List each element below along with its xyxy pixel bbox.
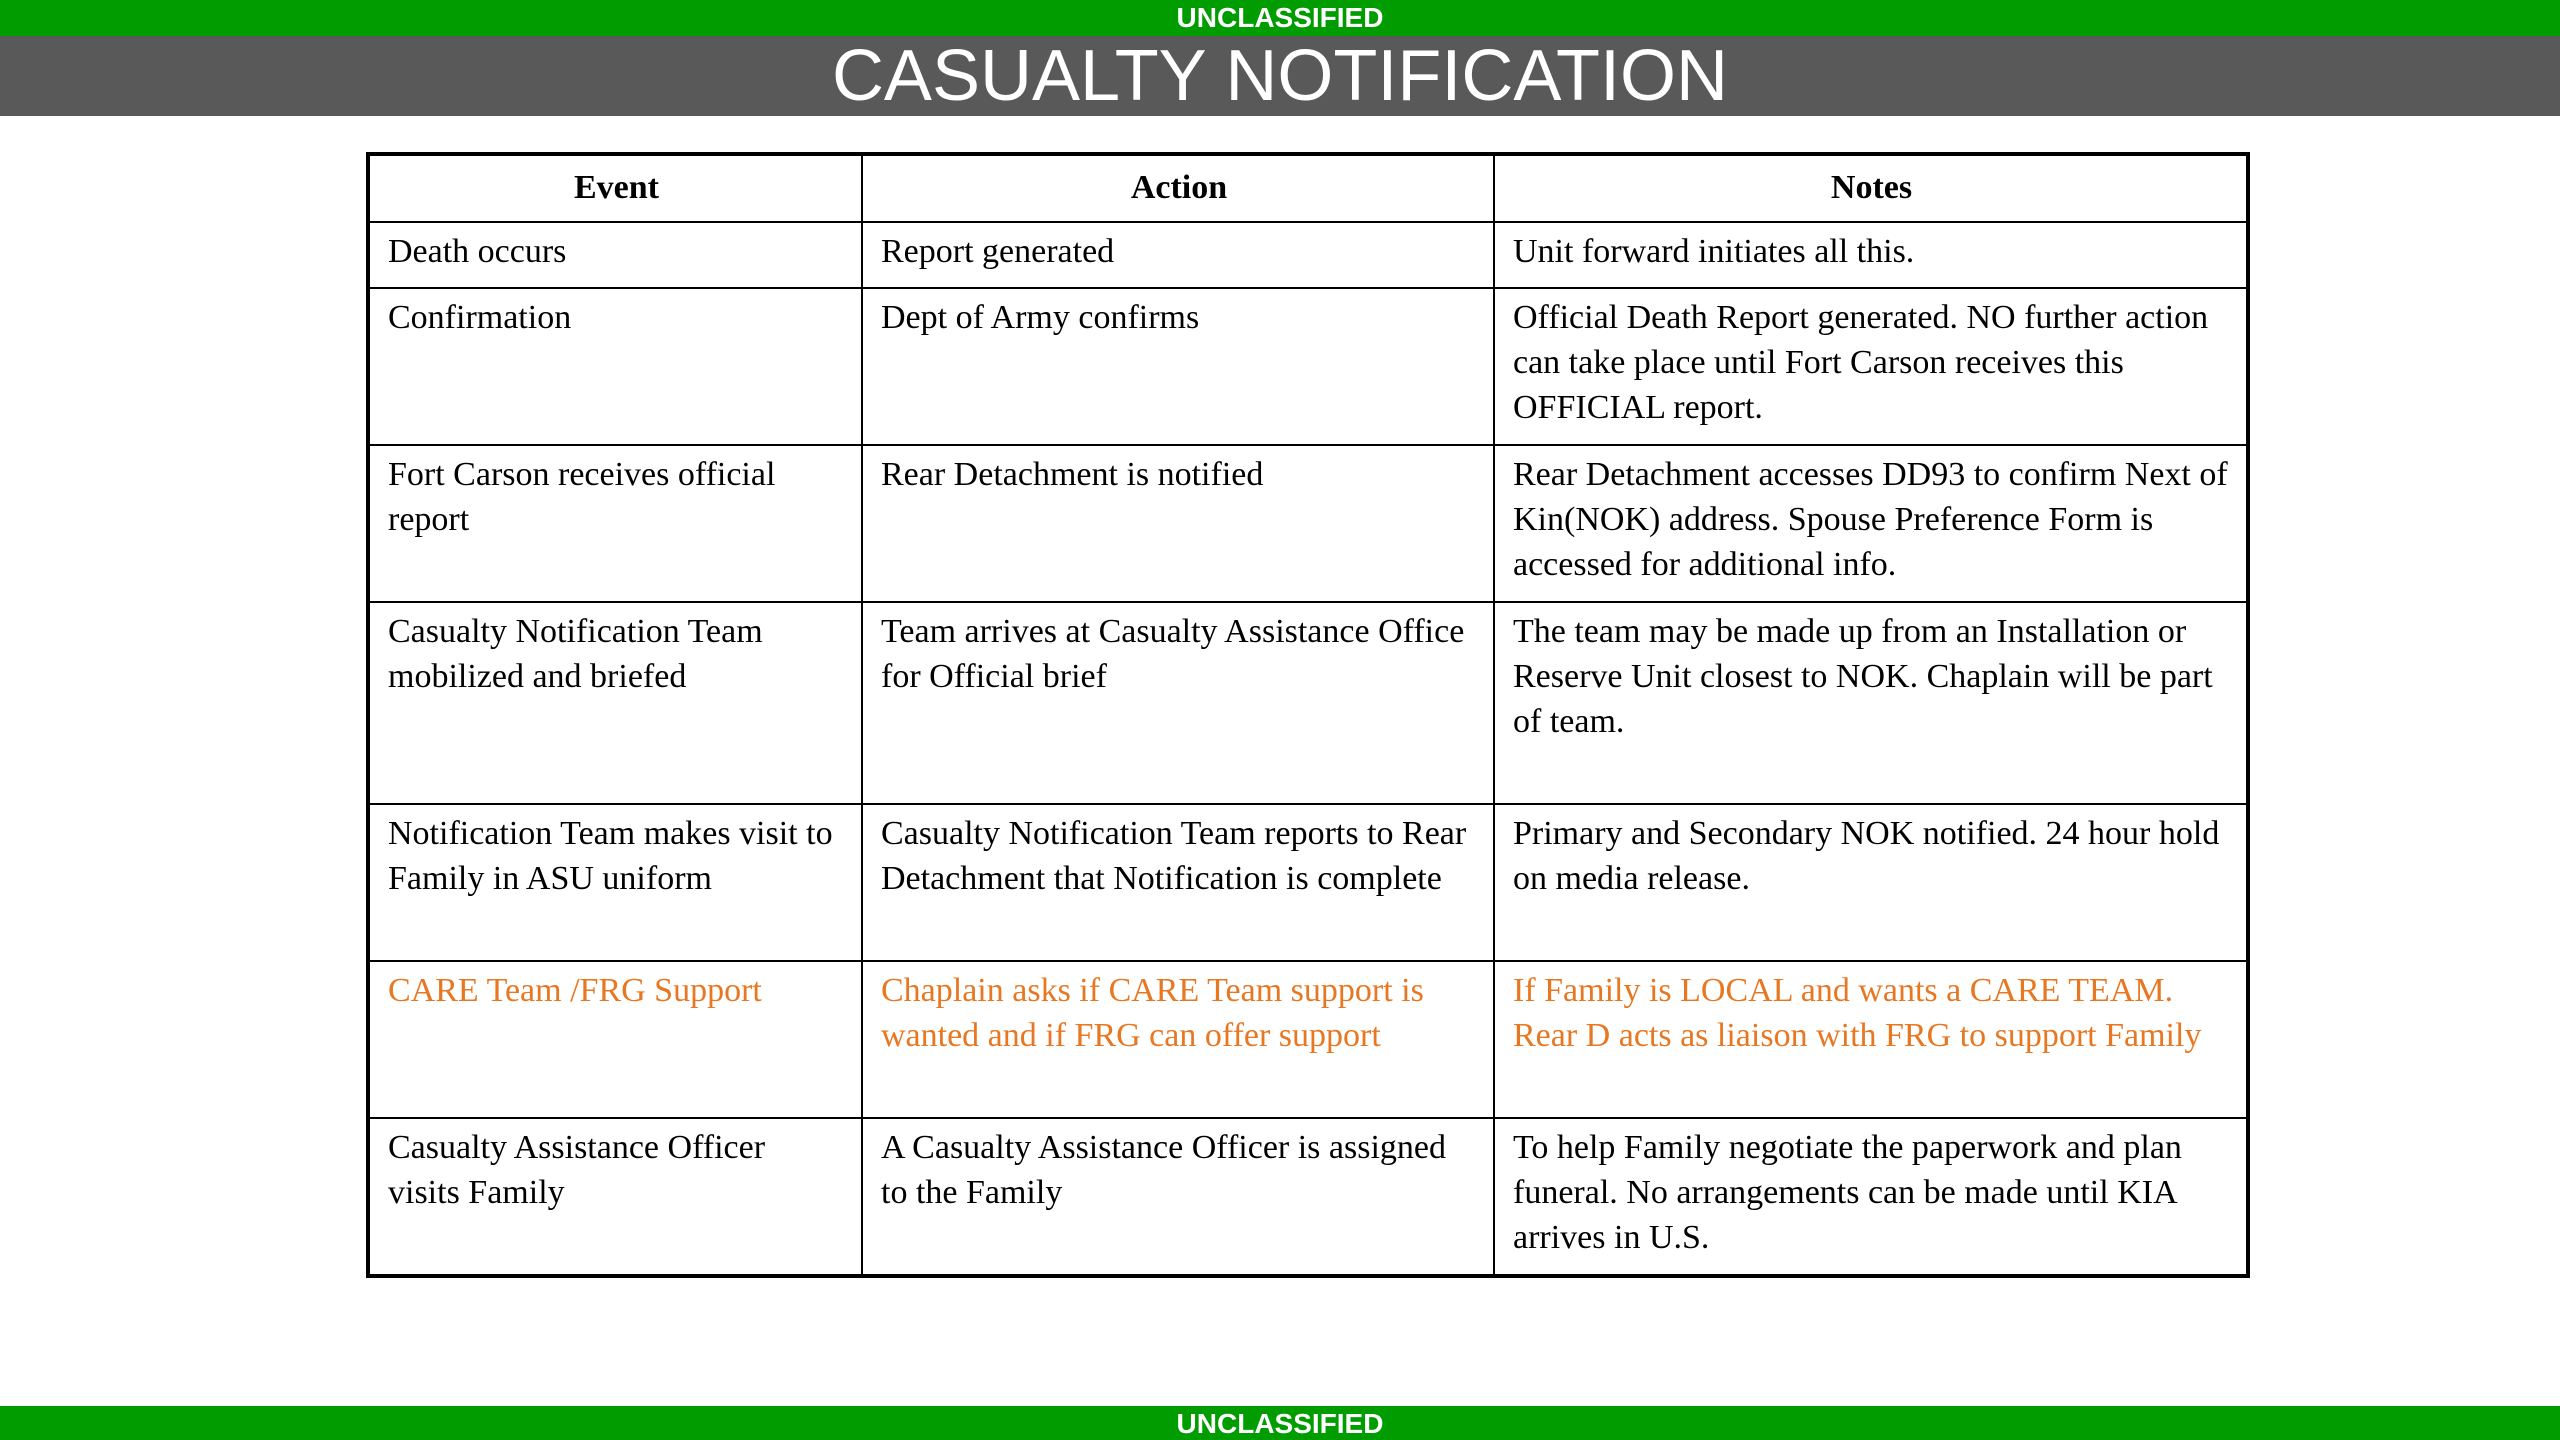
table-row <box>368 445 2248 602</box>
notes-cell: Rear Detachment accesses DD93 to confirm Next of Kin(NOK) address. Spouse Preference Form is accessed for additional info. <box>1494 445 2248 602</box>
table-row <box>368 804 2248 961</box>
action-cell: Chaplain asks if CARE Team support is wanted and if FRG can offer support <box>862 961 1494 1118</box>
notes-cell: If Family is LOCAL and wants a CARE TEAM. Rear D acts as liaison with FRG to support Family <box>1494 961 2248 1118</box>
event-cell: Death occurs <box>368 222 862 288</box>
action-cell: Team arrives at Casualty Assistance Office for Official brief <box>862 602 1494 804</box>
notes-cell: The team may be made up from an Installation or Reserve Unit closest to NOK. Chaplain will be part of team. <box>1494 602 2248 804</box>
action-cell: Rear Detachment is notified <box>862 445 1494 602</box>
event-cell: Casualty Assistance Officer visits Family <box>368 1118 862 1276</box>
notes-cell: Official Death Report generated. NO further action can take place until Fort Carson receives this OFFICIAL report. <box>1494 288 2248 445</box>
event-cell: Notification Team makes visit to Family in ASU uniform <box>368 804 862 961</box>
column-header-event: Event <box>368 154 862 222</box>
table-header-row <box>368 154 2248 222</box>
table-row-highlighted <box>368 961 2248 1118</box>
action-cell: A Casualty Assistance Officer is assigned to the Family <box>862 1118 1494 1276</box>
action-cell: Casualty Notification Team reports to Rear Detachment that Notification is complete <box>862 804 1494 961</box>
event-cell: Casualty Notification Team mobilized and briefed <box>368 602 862 804</box>
classification-banner-top: UNCLASSIFIED <box>0 0 2560 36</box>
table-row <box>368 602 2248 804</box>
classification-banner-bottom: UNCLASSIFIED <box>0 1406 2560 1440</box>
notes-cell: Primary and Secondary NOK notified. 24 hour hold on media release. <box>1494 804 2248 961</box>
action-cell: Report generated <box>862 222 1494 288</box>
event-cell: CARE Team /FRG Support <box>368 961 862 1118</box>
action-cell: Dept of Army confirms <box>862 288 1494 445</box>
column-header-action: Action <box>862 154 1494 222</box>
table-row <box>368 288 2248 445</box>
event-cell: Confirmation <box>368 288 862 445</box>
event-cell: Fort Carson receives official report <box>368 445 862 602</box>
page-title: CASUALTY NOTIFICATION <box>0 36 2560 116</box>
notes-cell: Unit forward initiates all this. <box>1494 222 2248 288</box>
casualty-notification-table <box>366 152 2250 1278</box>
column-header-notes: Notes <box>1494 154 2248 222</box>
table-row <box>368 1118 2248 1276</box>
notes-cell: To help Family negotiate the paperwork and plan funeral. No arrangements can be made until KIA arrives in U.S. <box>1494 1118 2248 1276</box>
table-row <box>368 222 2248 288</box>
